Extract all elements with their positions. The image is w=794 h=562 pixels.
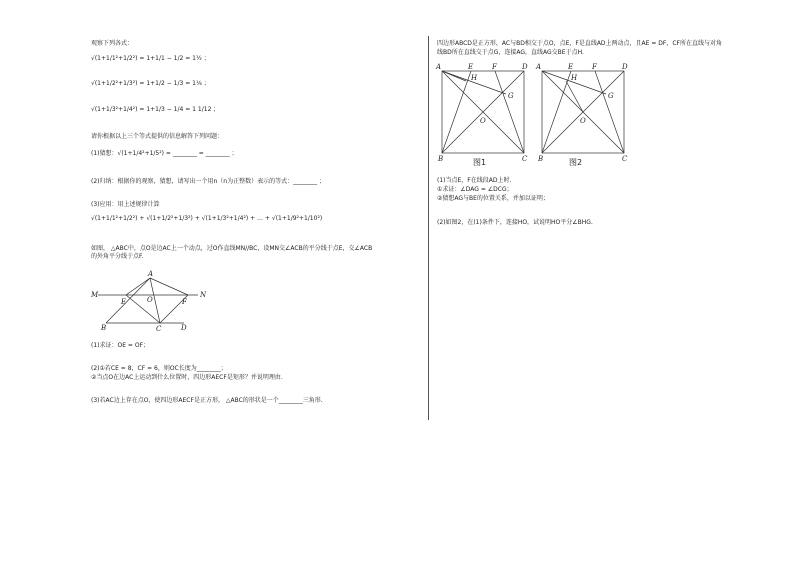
observe-title: 观察下列各式：	[91, 40, 134, 47]
label-d: D	[181, 324, 187, 332]
fig2-label-a: A	[536, 63, 542, 71]
problem-2-question-2b: ②当点O在边AC上运动到什么位置时，四边形AECF是矩形？并说明理由.	[91, 374, 283, 381]
question-1: (1)猜想：√(1+1/4²+1/5²) = ________ = ________ ；	[91, 150, 238, 157]
fig2-label-g: G	[608, 92, 614, 100]
fig2-label-h: H	[571, 74, 578, 82]
problem-2-line-1: 如图， △ABC中，点O是边AC上一个动点，过O作直线MN//BC，设MN交∠ACB的平分线于点E，交∠ACB	[91, 245, 373, 252]
right-question-1a: ①求证：∠DAG = ∠DCG；	[437, 186, 513, 193]
square-figure-2	[536, 61, 636, 171]
segment-ab	[106, 278, 150, 323]
square-figure-1	[436, 61, 536, 171]
fig2-label-b: B	[538, 155, 544, 163]
figure-2-caption: 图2	[569, 158, 583, 167]
figure-1-caption: 图1	[473, 158, 487, 167]
equation-3: √(1+1/3²+1/4²) = 1+1/3 − 1/4 = 1 1/12 ；	[91, 106, 220, 113]
problem-2-line-2: 的外角平分线于点F.	[91, 253, 144, 260]
problem-2-question-2a: (2)①若CE = 8，CF = 6，则OC长度为________；	[91, 365, 227, 372]
fig2-label-d: D	[622, 63, 628, 71]
right-problem-line-1: 四边形ABCD是正方形，AC与BD相交于点O，点E，F是直线AD上两动点，且AE = DF，CF所在直线与对角	[437, 40, 722, 47]
fig2-label-f: F	[592, 63, 597, 71]
fig1-label-b: B	[438, 155, 444, 163]
fig1-label-g: G	[508, 92, 514, 100]
label-c: C	[156, 325, 162, 333]
right-question-2: (2)如图2，在(1)条件下，连接HO，试说明HO平分∠BHG.	[437, 219, 593, 226]
equation-1: √(1+1/1²+1/2²) = 1+1/1 − 1/2 = 1½ ；	[91, 55, 210, 62]
fig2-label-e: E	[568, 63, 574, 71]
label-f: F	[182, 298, 187, 306]
column-divider	[428, 36, 429, 420]
label-e: E	[121, 298, 127, 306]
label-m: M	[91, 291, 99, 299]
right-question-1b: ②猜想AG与BE的位置关系，并加以证明；	[437, 195, 549, 202]
segment-ae	[126, 278, 150, 295]
fig2-label-c: C	[622, 155, 628, 163]
fig1-label-f: F	[492, 63, 497, 71]
right-problem-line-2: 线BD所在直线交于点G，连接AG，直线AG交BE于点H.	[437, 49, 584, 56]
label-b: B	[101, 324, 107, 332]
problem-2-question-3: (3)若AC边上存在点O，使四边形AECF是正方形， △ABC的形状是一个________三角形.	[91, 397, 323, 404]
question-3-expression: √(1+1/1²+1/2²) + √(1+1/2²+1/3²) + √(1+1/3²+1/4²) + … + √(1+1/9²+1/10²)	[91, 215, 323, 222]
label-o: O	[147, 296, 153, 304]
instruction-text: 请你根据以上三个等式提供的信息解答下列问题：	[91, 133, 224, 140]
fig1-label-a: A	[436, 63, 442, 71]
label-n: N	[200, 291, 207, 299]
triangle-figure	[88, 268, 218, 338]
problem-2-question-1: (1)求证：OE = OF；	[91, 342, 150, 349]
right-question-1: (1)当点E，F在线段AD上时.	[437, 177, 512, 184]
fig1-label-o: O	[480, 117, 486, 125]
fig1-label-d: D	[522, 63, 528, 71]
fig2-label-o: O	[580, 117, 586, 125]
question-3-title: (3)应用：用上述规律计算	[91, 201, 160, 208]
equation-2: √(1+1/2²+1/3²) = 1+1/2 − 1/3 = 1⅙ ；	[91, 80, 210, 87]
fig1-label-e: E	[468, 63, 474, 71]
label-a: A	[148, 270, 154, 278]
fig1-label-c: C	[522, 155, 528, 163]
question-2: (2)归纳：根据你的观察，猜想，请写出一个用n（n为正整数）表示的等式：________ ；	[91, 178, 326, 185]
segment-af	[150, 278, 188, 295]
fig1-label-h: H	[471, 74, 478, 82]
